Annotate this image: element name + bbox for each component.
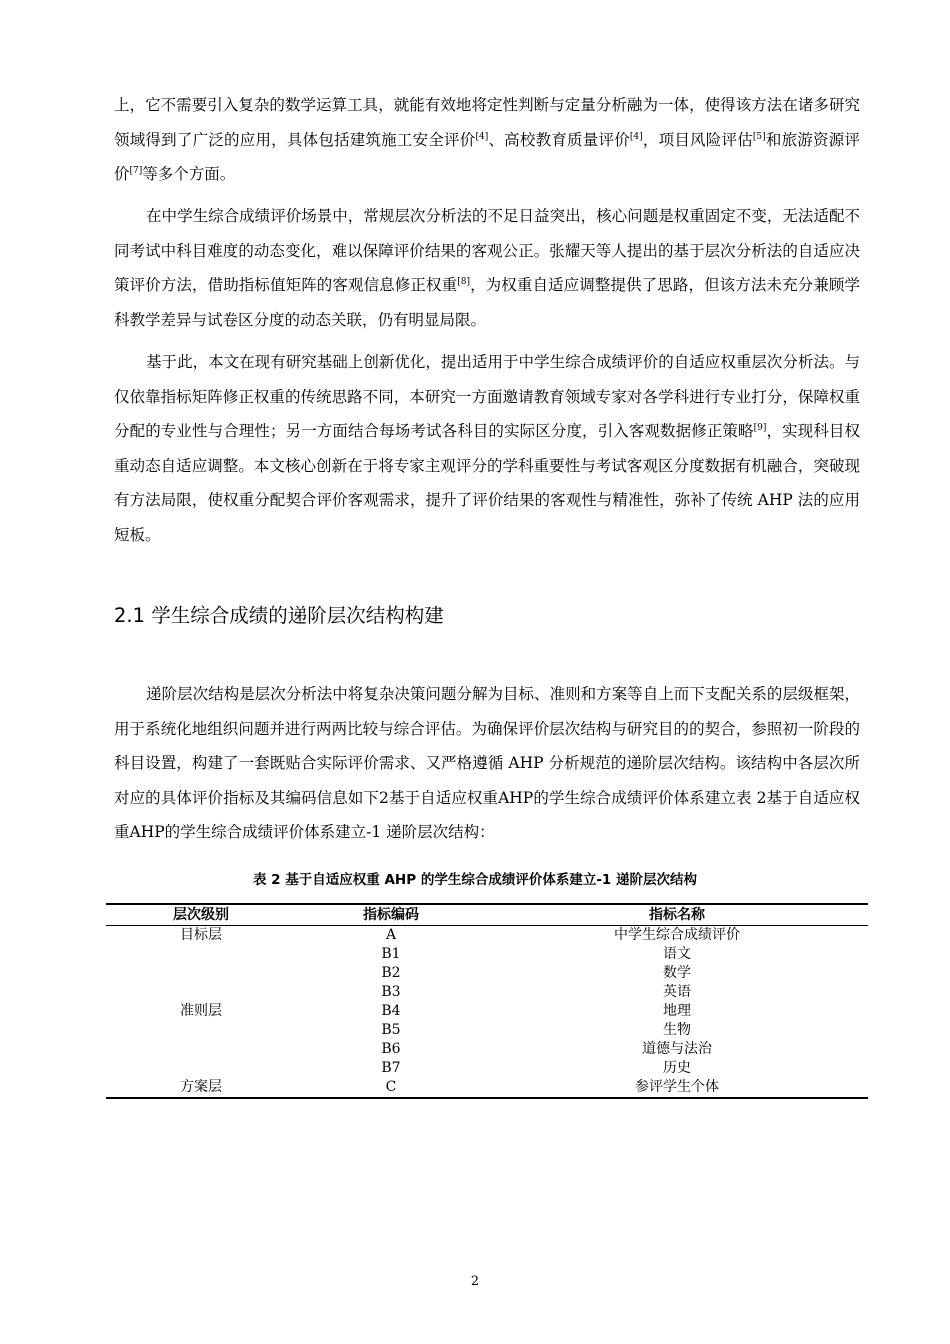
cell-code: B5 [381,1022,401,1038]
cell-name: 数学 [663,965,691,981]
paragraph-text: 基于此，本文在现有研究基础上创新优化，提出适用于中学生综合成绩评价的自适应权重层次分析法。与仅依靠指标矩阵修正权重的传统思路不同，本研究一方面邀请教育领域专家对各学科进行专业打分，保障权重分配的专业性与合理性；另一方面结合每场考试各科目的实际区分度，引入客观数据修正策略 [114,353,860,440]
paragraph-text: 、高校教育质量评价 [488,130,630,149]
paragraph-text: 和旅游资源评价 [114,130,860,183]
table-row [106,945,868,964]
paragraph-text: ，项目风险评估 [642,130,753,149]
table-row [106,926,868,946]
cell-name: 地理 [663,1003,691,1019]
citation-marker: [9] [753,423,767,433]
hierarchy-table [106,903,868,1099]
paragraph-text: ，为权重自适应调整提供了思路，但该方法未充分兼顾学科教学差异与试卷区分度的动态关联，仍有明显局限。 [114,276,860,329]
paragraph-hierarchy-description [114,677,860,850]
header-level: 层次级别 [106,904,296,926]
cell-name: 语文 [663,946,691,962]
cell-name: 中学生综合成绩评价 [614,927,740,943]
cell-code: A [385,927,397,943]
cell-code: B2 [381,965,401,981]
paragraph-text: 等多个方面。 [142,165,236,183]
section-heading: 2.1 学生综合成绩的递阶层次结构构建 [114,604,444,627]
table-caption: 表 2 基于自适应权重 AHP 的学生综合成绩评价体系建立-1 递阶层次结构 [252,872,698,888]
level-criteria: 准则层 [180,1003,222,1019]
paragraph-contribution [114,345,860,552]
paragraph-text: ，实现科目权重动态自适应调整。本文核心创新在于将专家主观评分的学科重要性与考试客观区分度数据有机融合，突破现有方法局限，使权重分配契合评价客观需求，提升了评价结果的客观性与精准性，弥补了传统 AHP 法的应用短板。 [114,422,860,544]
citation-marker: [4] [475,131,489,142]
table-header-row [106,904,868,926]
header-name: 指标名称 [486,904,868,926]
paragraph-intro-continued [114,88,860,192]
cell-code: B4 [381,1003,401,1019]
citation-marker: [8] [457,277,470,287]
citation-marker: [4] [629,131,643,142]
cell-name: 生物 [663,1022,691,1038]
paragraph-text: 递阶层次结构是层次分析法中将复杂决策问题分解为目标、准则和方案等自上而下支配关系的层级框架，用于系统化地组织问题并进行两两比较与综合评估。为确保评价层次结构与研究目的的契合，参照初一阶段的科目设置，构建了一套既贴合实际评价需求、又严格遵循 AHP 分析规范的递阶层次结构。该结构中各层次所对应的具体评价指标及其编码信息如下2基于自适应权重AHP的学生综合成绩评价体系建立表 2基于自适应权重AHP的学生综合成绩评价体系建立-1 递阶层次结构： [114,685,860,841]
header-code: 指标编码 [296,904,486,926]
page-number: 2 [470,1274,480,1289]
level-goal: 目标层 [180,927,222,943]
paragraph-text: 上，它不需要引入复杂的数学运算工具，就能有效地将定性判断与定量分析融为一体，使得该方法在诸多研究领域得到了广泛的应用，具体包括建筑施工安全评价 [114,96,860,149]
table-row [106,1078,868,1098]
cell-name: 道德与法治 [642,1041,712,1057]
citation-marker: [5] [752,131,766,142]
cell-code: B1 [381,946,401,962]
cell-name: 英语 [663,984,691,1000]
cell-name: 历史 [663,1060,691,1076]
level-alternative: 方案层 [180,1079,222,1095]
paragraph-text: 在中学生综合成绩评价场景中，常规层次分析法的不足日益突出，核心问题是权重固定不变，无法适配不同考试中科目难度的动态变化，难以保障评价结果的客观公正。张耀天等人提出的基于层次分析法的自适应决策评价方法，借助指标值矩阵的客观信息修正权重 [114,207,860,294]
cell-code: B3 [381,984,401,1000]
cell-code: C [385,1079,397,1095]
cell-code: B7 [381,1060,401,1076]
cell-name: 参评学生个体 [635,1079,719,1095]
citation-marker: [7] [129,166,143,176]
paragraph-problem-statement [114,199,860,337]
cell-code: B6 [381,1041,401,1057]
